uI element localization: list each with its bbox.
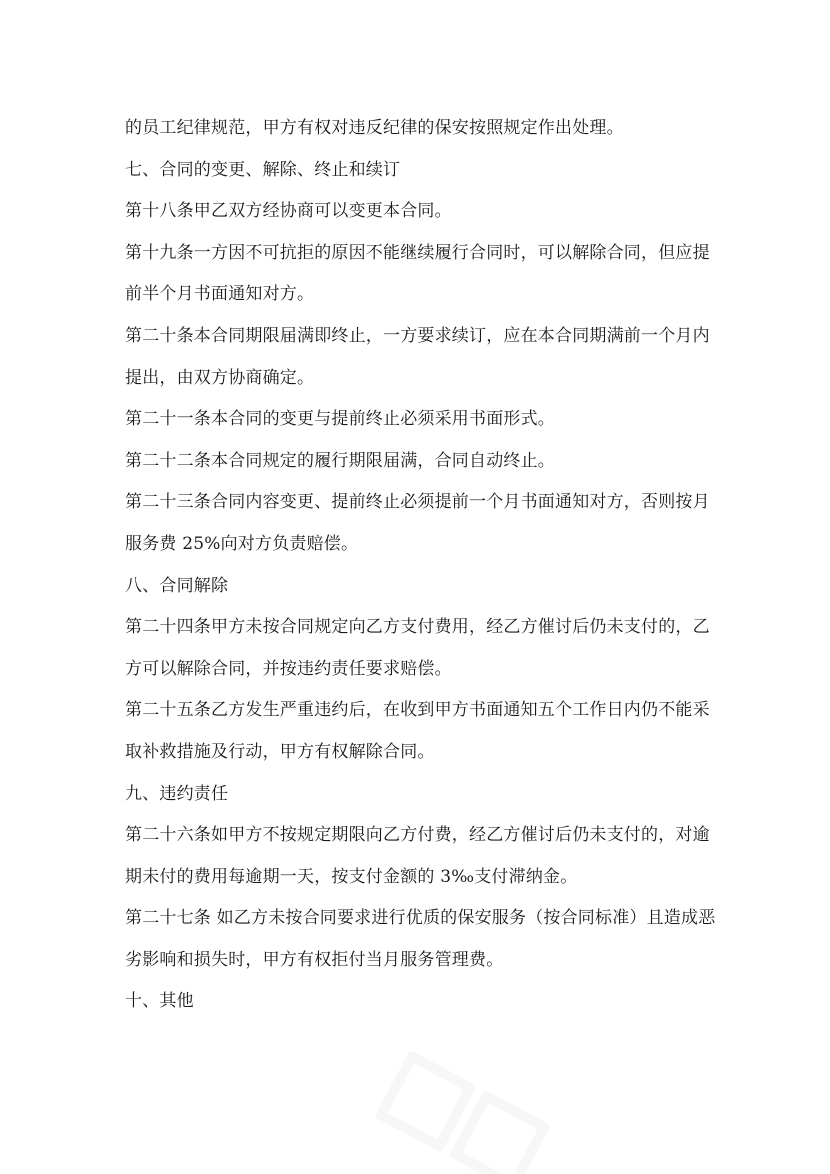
section-heading: 八、合同解除 [125, 575, 229, 596]
text-line: 第二十二条本合同规定的履行期限届满，合同自动终止。 [125, 450, 555, 471]
text-line: 第二十四条甲方未按合同规定向乙方支付费用，经乙方催讨后仍未支付的，乙 [125, 617, 710, 638]
text-line: 第二十三条合同内容变更、提前终止必须提前一个月书面通知对方，否则按月 [125, 492, 710, 513]
text-line: 第二十条本合同期限届满即终止，一方要求续订，应在本合同期满前一个月内 [125, 325, 710, 346]
text-line: 第二十一条本合同的变更与提前终止必须采用书面形式。 [125, 409, 555, 430]
text-line: 期未付的费用每逾期一天，按支付金额的 3‰支付滞纳金。 [125, 866, 578, 887]
text-line: 服务费 25%向对方负责赔偿。 [125, 533, 359, 554]
text-line: 提出，由双方协商确定。 [125, 367, 315, 388]
document-body [125, 108, 716, 1023]
text-line: 劣影响和损失时，甲方有权拒付当月服务管理费。 [125, 949, 504, 970]
text-line: 取补救措施及行动，甲方有权解除合同。 [125, 741, 435, 762]
text-line: 第十八条甲乙双方经协商可以变更本合同。 [125, 201, 452, 222]
watermark-mark [354, 1050, 587, 1174]
section-heading: 十、其他 [125, 991, 194, 1012]
text-line: 第二十五条乙方发生严重违约后，在收到甲方书面通知五个工作日内仍不能采 [125, 700, 710, 721]
text-line: 前半个月书面通知对方。 [125, 284, 315, 305]
text-line: 第二十七条 如乙方未按合同要求进行优质的保安服务（按合同标准）且造成恶 [125, 908, 716, 929]
text-line: 第二十六条如甲方不按规定期限向乙方付费，经乙方催讨后仍未支付的，对逾 [125, 825, 710, 846]
text-line: 的员工纪律规范，甲方有权对违反纪律的保安按照规定作出处理。 [125, 118, 624, 138]
text-line: 第十九条一方因不可抗拒的原因不能继续履行合同时，可以解除合同，但应提 [125, 242, 710, 263]
section-heading: 七、合同的变更、解除、终止和续订 [125, 159, 401, 180]
section-heading: 九、违约责任 [125, 783, 229, 804]
text-line: 方可以解除合同，并按违约责任要求赔偿。 [125, 658, 452, 679]
